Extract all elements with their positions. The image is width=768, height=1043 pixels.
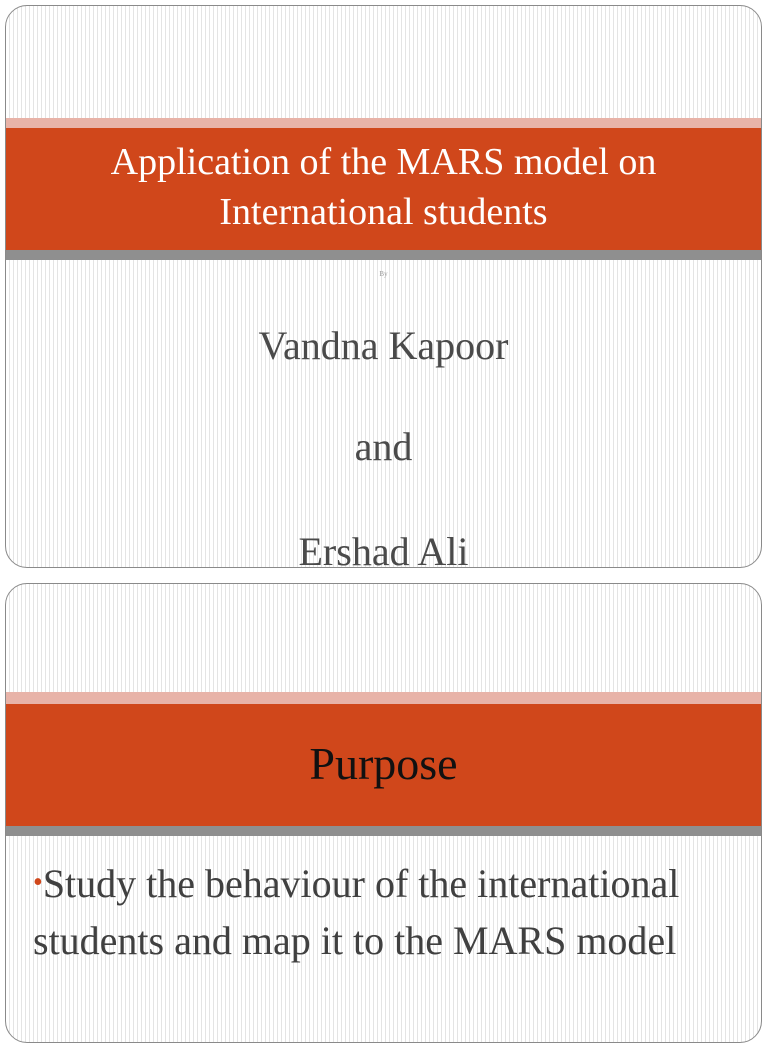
author-name-1: Vandna Kapoor [258,323,509,368]
by-label: By [379,270,388,278]
purpose-slide [5,583,762,1043]
slide-title [6,137,761,237]
purpose-bullet-text: Study the behaviour of the international students and map it to the MARS model [33,861,680,963]
title-band-top-stripe [6,118,761,128]
title-slide [5,5,762,568]
slide-title-line-1: Application of the MARS model on [110,141,657,183]
title-band-bottom-stripe [6,250,761,260]
purpose-title: Purpose [309,738,458,789]
author-conjunction: and [354,424,413,469]
bullet-icon: • [33,867,43,898]
purpose-bullet [33,854,737,969]
purpose-band-top-stripe [6,692,761,704]
author-name-2: Ershad Ali [298,529,469,568]
slide-title-line-2: International students [219,191,548,233]
purpose-band-bottom-stripe [6,826,761,836]
